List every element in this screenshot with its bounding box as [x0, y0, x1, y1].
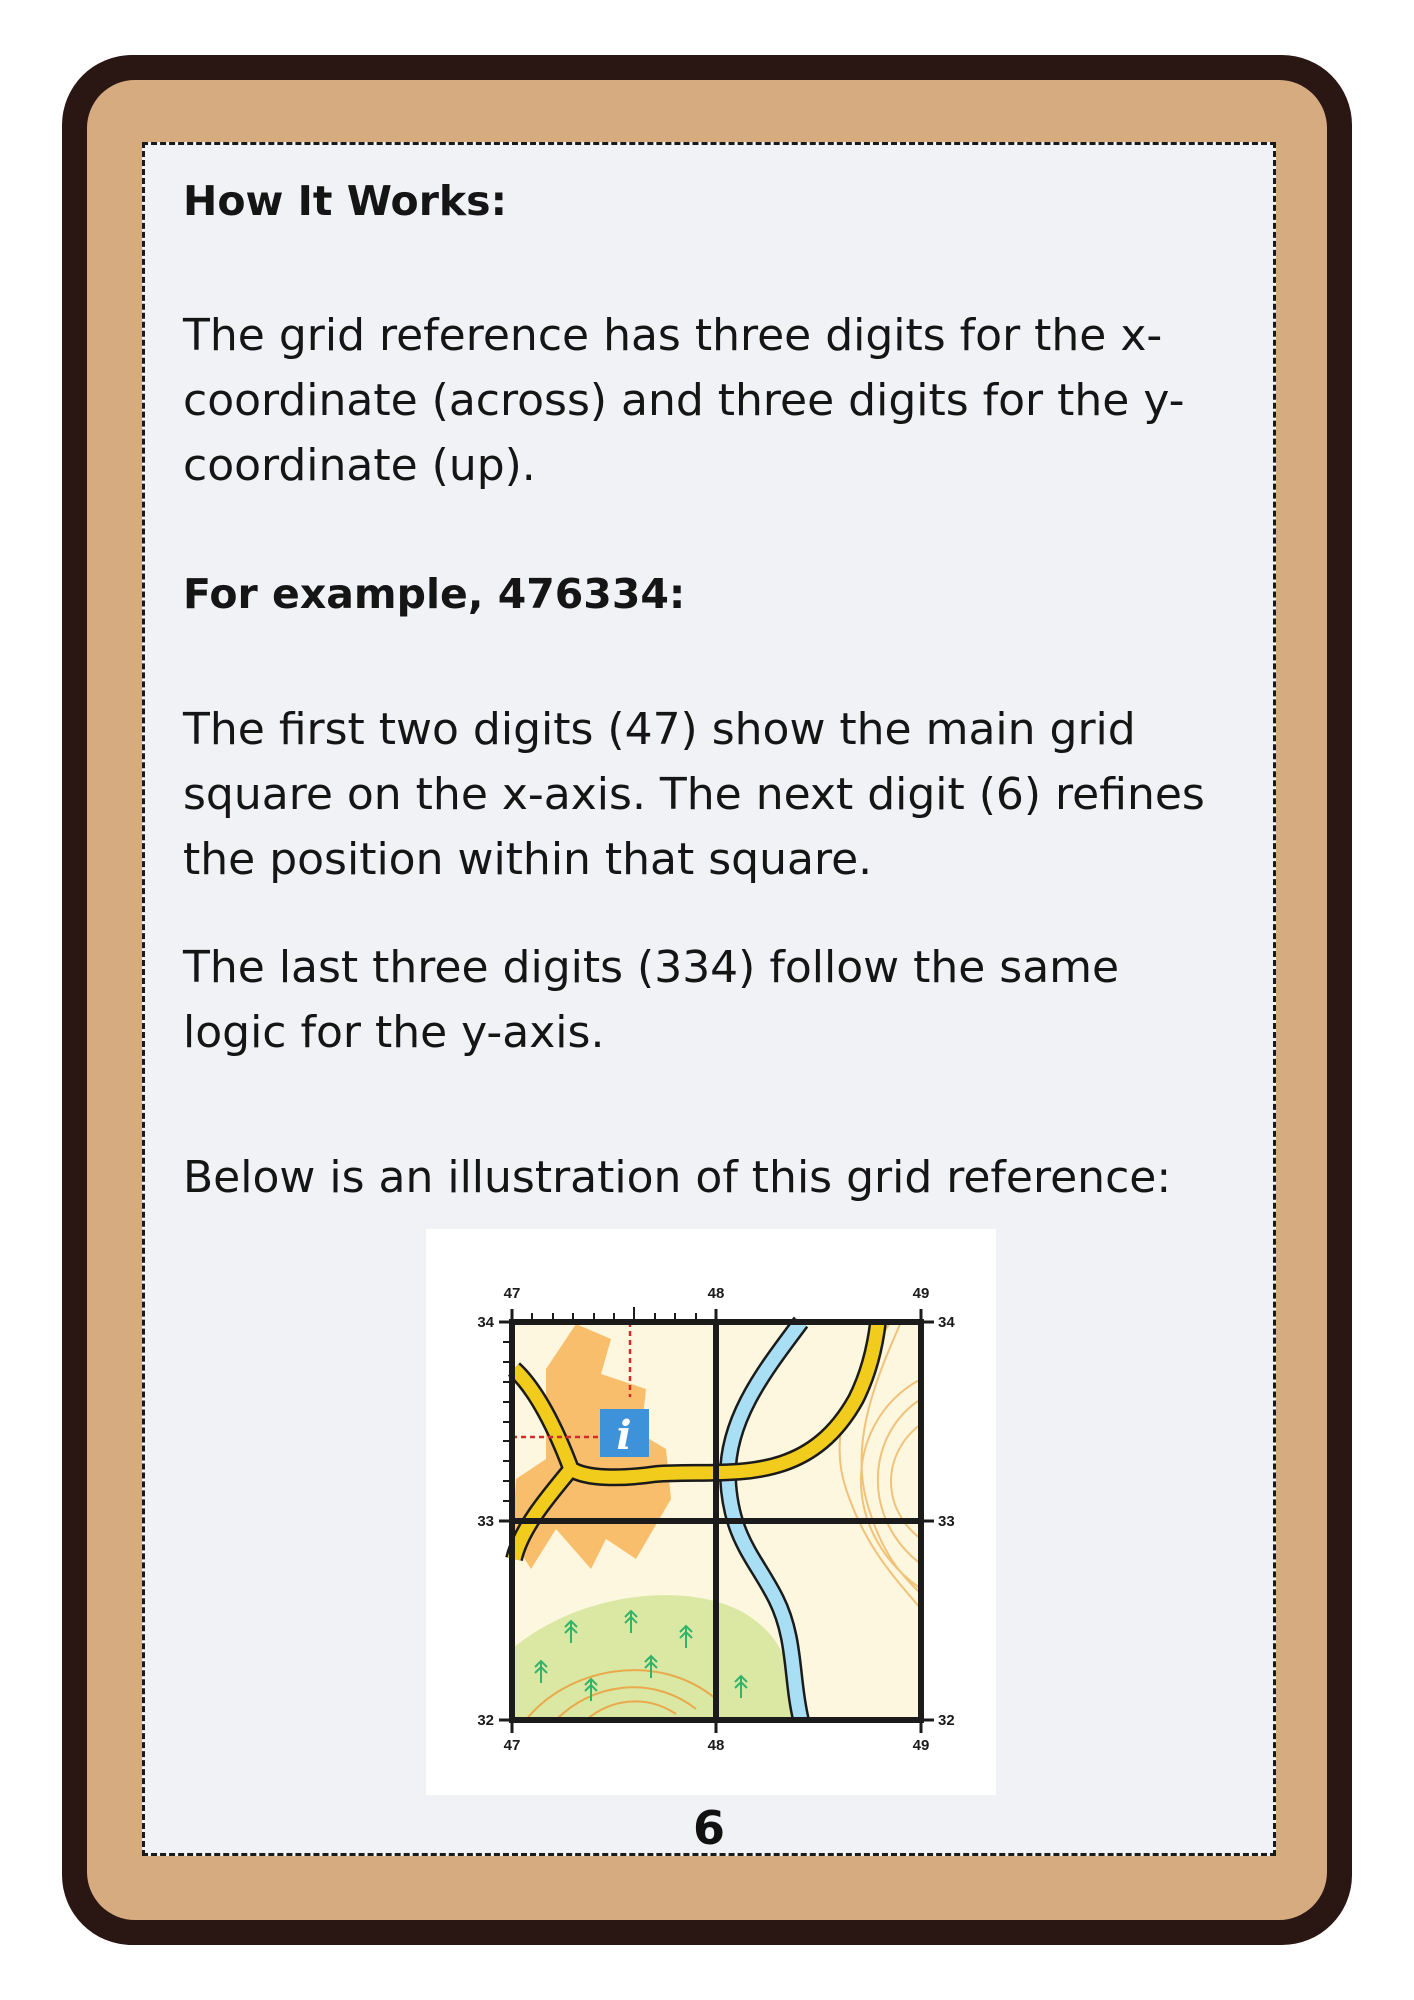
heading-how-it-works: How It Works: [183, 177, 507, 225]
x-label-bottom: 49 [912, 1737, 930, 1754]
page-number: 6 [692, 1801, 725, 1855]
y-label-left: 34 [477, 1314, 494, 1331]
text-line: square on the x-axis. The next digit (6) refines [183, 769, 1205, 820]
x-label-top: 49 [912, 1285, 930, 1302]
paragraph-first-digits [183, 697, 1205, 892]
text-line: coordinate (up). [183, 440, 536, 491]
paragraph-last-digits [183, 935, 1119, 1065]
grid-reference-map [426, 1229, 996, 1795]
y-label-right: 32 [938, 1712, 955, 1729]
y-label-left: 32 [477, 1712, 494, 1729]
text-line: coordinate (across) and three digits for the y- [183, 375, 1185, 426]
text-line: The first two digits (47) show the main grid [183, 704, 1136, 755]
text-line: Below is an illustration of this grid reference: [183, 1152, 1172, 1203]
page-paper [142, 142, 1276, 1856]
y-label-right: 34 [938, 1314, 955, 1331]
x-label-top: 47 [503, 1285, 521, 1302]
y-label-left: 33 [477, 1513, 494, 1530]
x-label-top: 48 [707, 1285, 725, 1302]
text-line: the position within that square. [183, 834, 873, 885]
x-label-bottom: 47 [503, 1737, 521, 1754]
text-line: logic for the y-axis. [183, 1007, 605, 1058]
text-line: The grid reference has three digits for the x- [183, 310, 1163, 361]
heading-example: For example, 476334: [183, 570, 686, 618]
paragraph-grid-reference [183, 303, 1184, 498]
text-line: The last three digits (334) follow the same [183, 942, 1120, 993]
x-label-bottom: 48 [707, 1737, 725, 1754]
map-illustration [426, 1229, 996, 1795]
info-icon-letter: i [616, 1412, 632, 1459]
y-label-right: 33 [938, 1513, 955, 1530]
paragraph-illustration-intro [183, 1145, 1171, 1210]
